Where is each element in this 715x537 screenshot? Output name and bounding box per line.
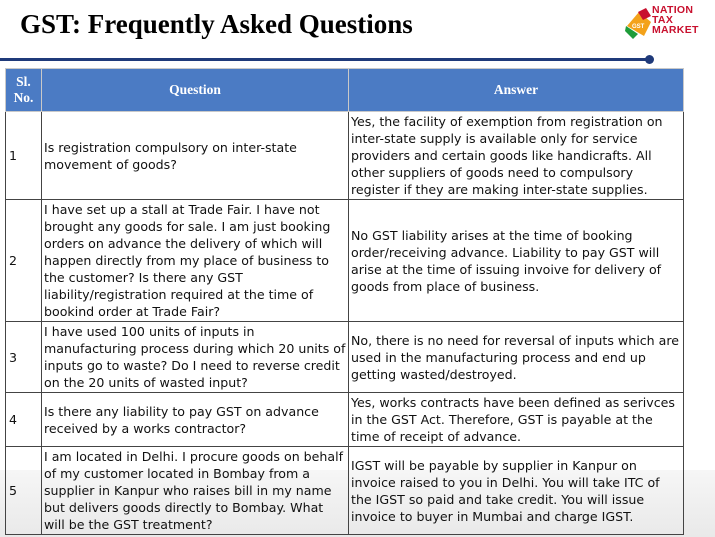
table-row (6, 447, 684, 535)
header-answer: Answer (349, 69, 684, 112)
answer-cell: No, there is no need for reversal of inputs which are used in the manufacturing process and end up getting wasted/destroyed. (349, 322, 684, 393)
nation-tax-market-logo (624, 4, 714, 40)
logo-line-1: NATION (652, 4, 694, 16)
header-sl-no: Sl. No. (6, 69, 42, 112)
row-number: 2 (6, 200, 42, 322)
answer-cell: No GST liability arises at the time of booking order/receiving advance. Liability to pay GST will arise at the time of issuing invoive for delivery of goods from place of business. (349, 200, 684, 322)
logo-line-2: TAX (652, 14, 674, 26)
logo-line-3: MARKET (652, 24, 699, 36)
header-question: Question (42, 69, 349, 112)
table-header-row (6, 69, 684, 112)
logo-badge-text: GST (632, 24, 645, 30)
table-row (6, 393, 684, 447)
question-cell: I am located in Delhi. I procure goods on behalf of my customer located in Bombay from a supplier in Kanpur who raises bill in my name but delivers goods directly to Bombay. What will be the GST treatment? (42, 447, 349, 535)
row-number: 1 (6, 112, 42, 200)
table-row (6, 200, 684, 322)
page-title: GST: Frequently Asked Questions (20, 9, 413, 39)
table-row (6, 112, 684, 200)
answer-cell: Yes, the facility of exemption from registration on inter-state supply is available only for service providers and certain goods like handicrafts. All other suppliers of goods need to compulsory register if they are making inter-state supplies. (349, 112, 684, 200)
title-underline-dot (645, 55, 654, 64)
title-underline (0, 58, 650, 61)
answer-cell: Yes, works contracts have been defined as serivces in the GST Act. Therefore, GST is payable at the time of receipt of advance. (349, 393, 684, 447)
question-cell: I have set up a stall at Trade Fair. I have not brought any goods for sale. I am just booking orders on advance the delivery of which will happen directly from my place of business to the customer? Is there any GST liability/registration required at the time of bookind order at Trade Fair? (42, 200, 349, 322)
question-cell: I have used 100 units of inputs in manufacturing process during which 20 units of inputs go to waste? Do I need to reverse credit on the 20 units of wasted input? (42, 322, 349, 393)
faq-table (5, 68, 684, 535)
question-cell: Is there any liability to pay GST on advance received by a works contractor? (42, 393, 349, 447)
question-cell: Is registration compulsory on inter-state movement of goods? (42, 112, 349, 200)
table-row (6, 322, 684, 393)
row-number: 4 (6, 393, 42, 447)
logo-wordmark (652, 5, 699, 35)
answer-cell: IGST will be payable by supplier in Kanpur on invoice raised to you in Delhi. You will take ITC of the IGST so paid and take credit. You will issue invoice to buyer in Mumbai and charge IGST. (349, 447, 684, 535)
logo-emblem-icon (624, 6, 654, 40)
row-number: 3 (6, 322, 42, 393)
row-number: 5 (6, 447, 42, 535)
